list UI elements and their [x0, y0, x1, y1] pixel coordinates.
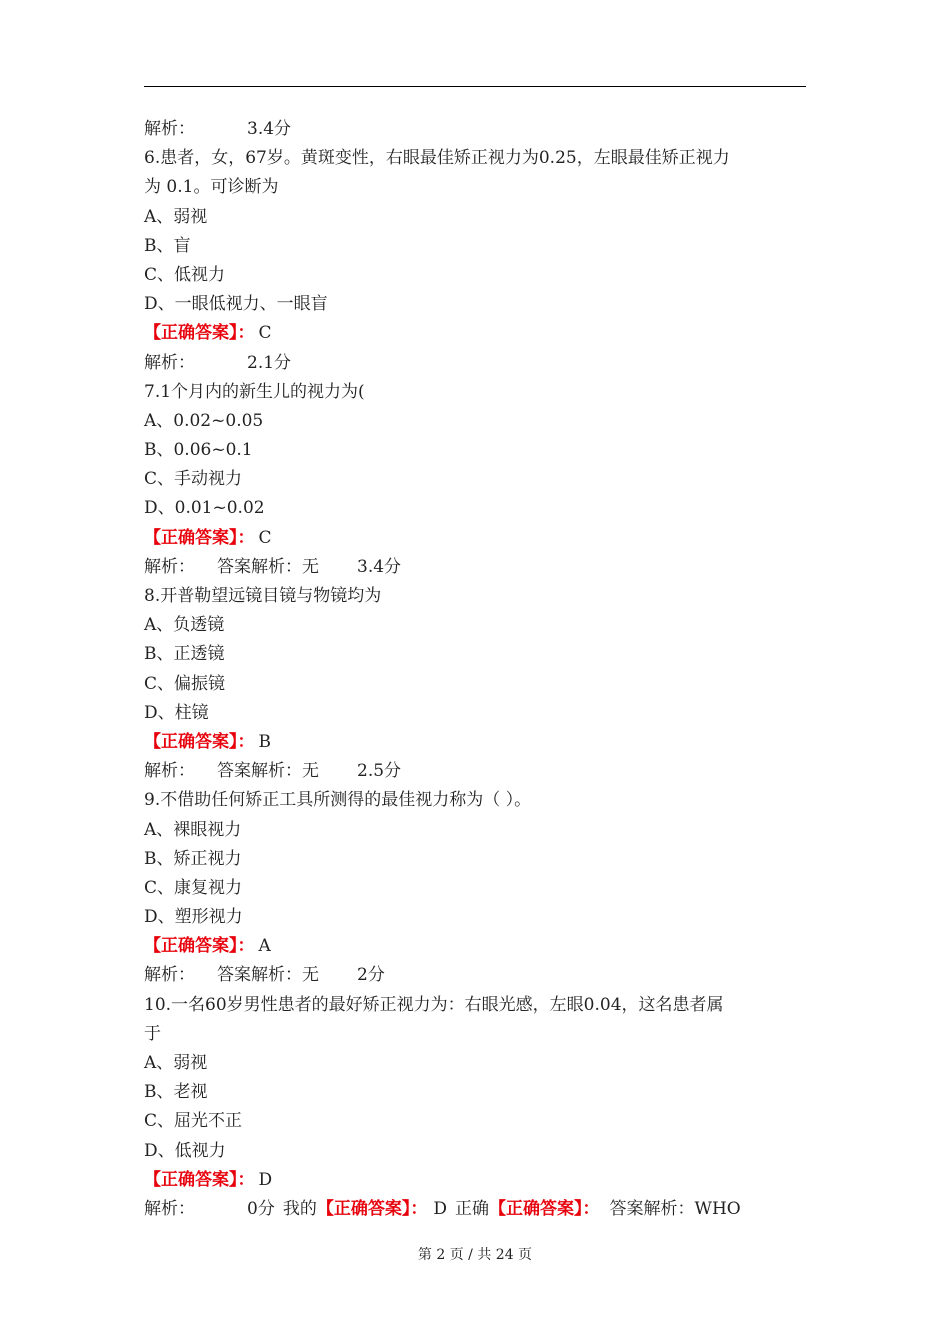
correct-answer-line	[144, 524, 814, 553]
answer-label: 【正确答案】：	[144, 323, 255, 344]
correct-answer-line	[144, 319, 814, 348]
text-line: D、柱镜	[144, 702, 209, 723]
text-line: B、正透镜	[144, 644, 225, 665]
analysis-label: 解析：	[144, 556, 195, 577]
header-rule	[144, 86, 806, 87]
text-line: A、裸眼视力	[144, 819, 242, 840]
text-line: A、弱视	[144, 1053, 208, 1073]
analysis-label: 解析：	[144, 761, 195, 782]
answer-value: D	[258, 1169, 273, 1190]
analysis-label: 解析：	[144, 352, 195, 373]
analysis-line	[144, 349, 814, 378]
text-line: B、老视	[144, 1082, 208, 1103]
text-line: 8.开普勒望远镜目镜与物镜均为	[144, 586, 382, 606]
analysis-score: 3.4分	[247, 119, 292, 139]
text-line: C、康复视力	[144, 877, 243, 898]
text-line: A、0.02~0.05	[144, 410, 264, 431]
analysis-line	[144, 115, 814, 144]
text-line: B、0.06~0.1	[144, 440, 253, 461]
analysis-score: 3.4分	[357, 556, 402, 577]
correct-answer-line	[144, 932, 814, 961]
answer-value: A	[258, 936, 271, 957]
page-footer: 第 2 页 / 共 24 页	[417, 1247, 533, 1263]
text-line: B、盲	[144, 235, 191, 256]
analysis-label: 解析：	[144, 119, 195, 139]
answer-label: 【正确答案】：	[488, 1198, 600, 1219]
analysis-text: 答案解析：无	[217, 556, 319, 577]
text-line: A、弱视	[144, 206, 208, 227]
analysis-score: 2.5分	[357, 761, 402, 782]
answer-label: 【正确答案】：	[144, 1169, 255, 1190]
answer-label: 【正确答案】：	[144, 731, 255, 752]
analysis-line	[144, 553, 814, 582]
text-line: 9.不借助任何矫正工具所测得的最佳视力称为（ ）。	[144, 790, 532, 811]
analysis-line	[144, 1195, 814, 1224]
text-line: D、低视力	[144, 1140, 226, 1161]
analysis-score: 2.1分	[247, 352, 292, 373]
answer-label: 【正确答案】：	[316, 1198, 428, 1219]
analysis-score: 0分	[247, 1198, 275, 1219]
answer-value: B	[258, 731, 271, 752]
analysis-line	[144, 757, 814, 786]
text-line: 7.1个月内的新生儿的视力为(	[144, 381, 365, 402]
analysis-text: 答案解析：WHO	[609, 1198, 741, 1219]
text-line: 6.患者，女，67岁。黄斑变性，右眼最佳矫正视力为0.25，左眼最佳矫正视力	[144, 148, 730, 169]
my-answer-label: 我的	[282, 1198, 317, 1219]
text-line: 于	[144, 1023, 161, 1044]
text-line: A、负透镜	[144, 615, 225, 636]
text-line: C、低视力	[144, 264, 226, 285]
text-line: 为 0.1。可诊断为	[144, 177, 279, 198]
analysis-label: 解析：	[144, 965, 195, 986]
analysis-label: 解析：	[144, 1198, 195, 1219]
text-line: C、偏振镜	[144, 673, 226, 694]
document-body	[144, 115, 814, 1224]
analysis-text: 答案解析：无	[217, 761, 319, 782]
text-line: C、屈光不正	[144, 1111, 243, 1132]
text-line: 10.一名60岁男性患者的最好矫正视力为：右眼光感，左眼0.04，这名患者属	[144, 994, 724, 1015]
text-line: D、塑形视力	[144, 907, 243, 928]
answer-label: 【正确答案】：	[144, 527, 255, 548]
text-line: D、0.01~0.02	[144, 498, 265, 519]
answer-value: C	[258, 527, 272, 548]
correct-text: 正确	[454, 1198, 489, 1219]
text-line: C、手动视力	[144, 469, 243, 490]
text-line: D、一眼低视力、一眼盲	[144, 294, 328, 315]
my-answer-value: D	[433, 1198, 447, 1219]
text-line: B、矫正视力	[144, 848, 242, 869]
analysis-score: 2分	[357, 965, 385, 986]
analysis-text: 答案解析：无	[217, 965, 319, 986]
correct-answer-line	[144, 728, 814, 757]
answer-value: C	[258, 323, 272, 344]
answer-label: 【正确答案】：	[144, 936, 255, 957]
correct-answer-line	[144, 1166, 814, 1195]
analysis-line	[144, 961, 814, 990]
